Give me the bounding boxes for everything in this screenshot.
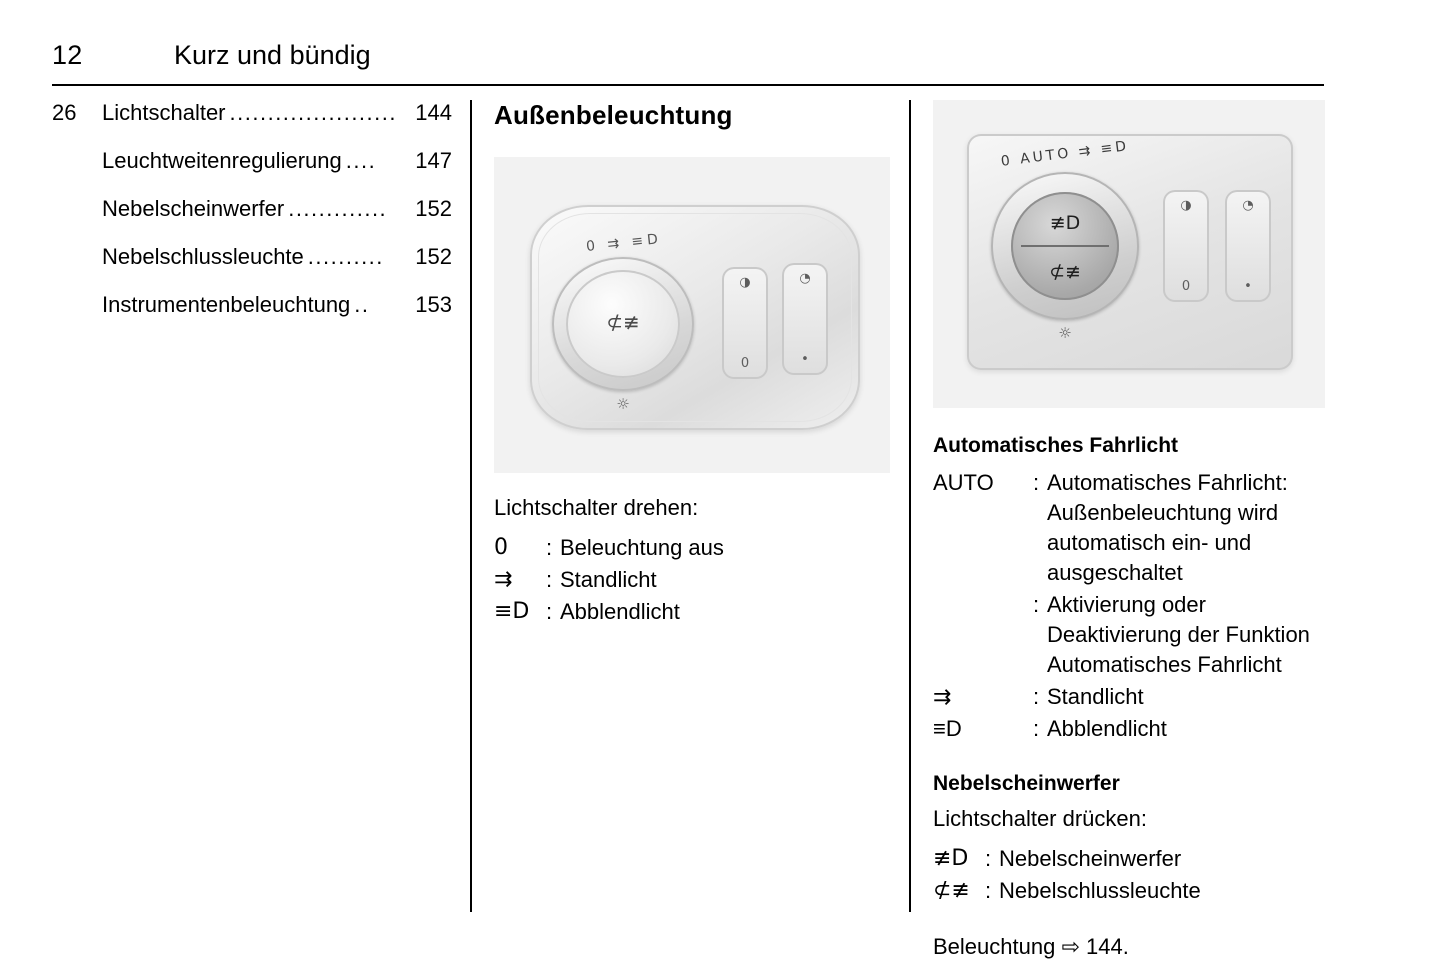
definition-value: Abblendlicht (1047, 716, 1167, 741)
chapter-title: Kurz und bündig (174, 40, 371, 70)
rear-fog-lamp-icon: ⊄≢ (1049, 261, 1081, 283)
definition-key: ⊄≢ (933, 878, 970, 903)
definition-value: Beleuchtung aus (560, 535, 724, 560)
light-switch-scale-labels: 0 ⇉ ≡D (585, 231, 663, 255)
definition-colon: : (1032, 716, 1040, 741)
definition-row (933, 714, 1325, 744)
headlight-range-icon: ◑ (739, 275, 751, 290)
instrument-dimmer-icon: ◔ (1242, 198, 1254, 213)
column-divider-right (909, 100, 911, 912)
front-fog-lamp-icon: ≢D (1049, 212, 1081, 234)
instrument-dimmer-dot: • (1244, 279, 1252, 294)
definition-row (494, 597, 890, 627)
knob-divider-line (1021, 245, 1109, 247)
instrument-dimmer-dot: • (801, 352, 809, 367)
definition-key: ≡D (494, 599, 530, 624)
fog-lamp-caption: Lichtschalter drücken: (933, 806, 1147, 831)
toc-item-label: Lichtschalter (102, 100, 226, 125)
cross-reference-arrow-icon: ⇨ (1061, 935, 1080, 960)
definition-value: Standlicht (1047, 684, 1144, 709)
list-item[interactable] (52, 196, 452, 222)
toc-item-label: Nebelscheinwerfer (102, 196, 285, 221)
subsection-title-fog-lamps: Nebelscheinwerfer (933, 772, 1120, 795)
definition-row (933, 844, 1325, 874)
fog-lamp-definitions (933, 844, 1325, 906)
list-item[interactable] (52, 244, 452, 270)
headlight-range-control[interactable] (722, 267, 768, 379)
cross-reference[interactable] (933, 934, 1325, 960)
definition-value: Abblendlicht (560, 599, 680, 624)
definition-value: Nebelscheinwerfer (999, 846, 1182, 871)
headlight-range-zero-label: 0 (740, 356, 750, 371)
definition-row (494, 533, 890, 563)
definition-key: AUTO (933, 470, 994, 495)
definition-value: Nebelschlussleuchte (999, 878, 1201, 903)
toc-item-page: 152 (415, 196, 452, 221)
toc-item-page: 153 (415, 292, 452, 317)
page-header (52, 40, 1324, 84)
toc-item-page: 152 (415, 244, 452, 269)
toc-item-leader: .... (345, 148, 377, 173)
definition-colon: : (545, 599, 553, 624)
definition-value: Aktivierung oder Deaktivierung der Funktion Automatisches Fahrlicht (1047, 592, 1310, 677)
light-switch-scale-labels: 0 AUTO ⇉ ≡D (1000, 138, 1130, 170)
definition-row (933, 876, 1325, 906)
instrument-dimmer-control[interactable] (782, 263, 828, 375)
cross-reference-label: Beleuchtung (933, 934, 1056, 959)
toc-column (52, 100, 452, 340)
definition-key: ⇉ (933, 684, 952, 709)
exterior-lighting-column (494, 100, 890, 629)
definition-colon: : (1032, 470, 1040, 495)
definition-colon: : (984, 846, 992, 871)
rear-fog-lamp-icon: ⊄≢ (606, 310, 640, 334)
instrument-dimmer-icon: ◔ (799, 271, 811, 286)
light-switch-definitions (494, 533, 890, 627)
automatic-light-column (933, 100, 1325, 960)
toc-item-label: Nebelschlussleuchte (102, 244, 304, 269)
dashboard-panel (530, 205, 860, 430)
definition-colon: : (1032, 592, 1040, 617)
instrument-illumination-icon: ☼ (1058, 324, 1072, 342)
definition-key: ≡D (933, 716, 962, 741)
light-switch-knob[interactable] (552, 257, 694, 391)
instrument-dimmer-control[interactable] (1225, 190, 1271, 302)
list-item[interactable] (52, 292, 452, 318)
light-switch-knob-face[interactable] (566, 270, 680, 378)
section-title: Außenbeleuchtung (494, 100, 733, 130)
dashboard-panel (967, 134, 1293, 370)
list-item[interactable] (52, 148, 452, 174)
toc-item-page: 147 (415, 148, 452, 173)
definition-row (933, 590, 1325, 680)
toc-item-label: Leuchtweitenregulierung (102, 148, 342, 173)
instrument-illumination-icon: ☼ (616, 395, 630, 413)
headlight-range-control[interactable] (1163, 190, 1209, 302)
toc-item-leader: ...................... (229, 100, 397, 125)
definition-key: ⇉ (494, 567, 513, 592)
definition-key: 0 (494, 535, 508, 560)
definition-colon: : (984, 878, 992, 903)
automatic-light-definitions (933, 468, 1325, 744)
light-switch-knob[interactable] (991, 172, 1139, 320)
toc-item-number: 26 (52, 100, 77, 125)
figure-caption: Lichtschalter drehen: (494, 495, 699, 520)
definition-row (933, 468, 1325, 588)
light-switch-knob-face[interactable] (1011, 192, 1119, 300)
header-divider (52, 84, 1324, 86)
column-divider-left (470, 100, 472, 912)
subsection-title-automatic-light: Automatisches Fahrlicht (933, 434, 1179, 457)
automatic-light-switch-figure (933, 100, 1325, 408)
definition-colon: : (1032, 684, 1040, 709)
page-number: 12 (52, 40, 83, 70)
definition-row (494, 565, 890, 595)
toc-item-leader: ............. (288, 196, 388, 221)
definition-colon: : (545, 535, 553, 560)
cross-reference-page: 144. (1086, 934, 1129, 959)
light-switch-figure (494, 157, 890, 473)
list-item[interactable] (52, 100, 452, 126)
headlight-range-icon: ◑ (1180, 198, 1192, 213)
definition-colon: : (545, 567, 553, 592)
definition-value: Standlicht (560, 567, 657, 592)
toc-item-leader: .. (354, 292, 370, 317)
toc-item-label: Instrumentenbeleuchtung (102, 292, 351, 317)
definition-key: ≢D (933, 846, 969, 871)
toc-item-leader: .......... (307, 244, 384, 269)
definition-value: Automatisches Fahrlicht: Außenbeleuchtung wird automatisch ein- und ausgeschaltet (1047, 470, 1288, 585)
toc-item-page: 144 (415, 100, 452, 125)
headlight-range-zero-label: 0 (1181, 279, 1191, 294)
definition-row (933, 682, 1325, 712)
